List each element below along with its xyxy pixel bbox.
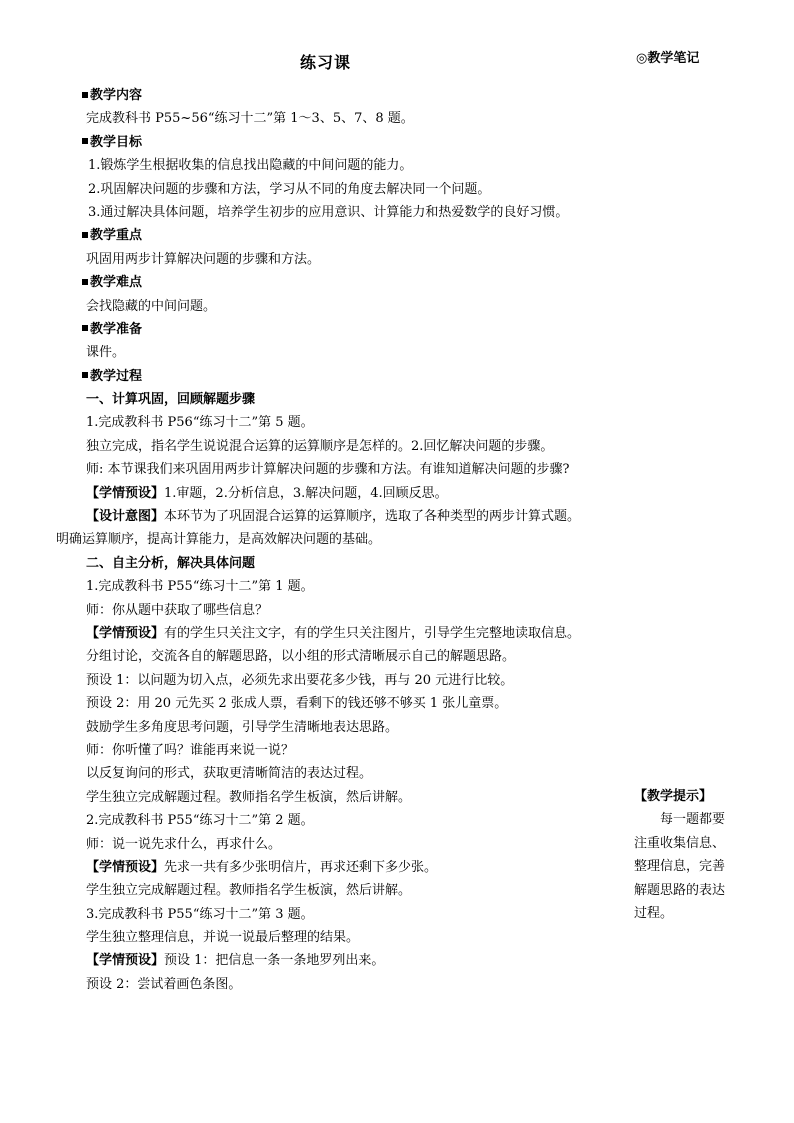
teaching-tip-line: 解题思路的表达 — [634, 882, 726, 898]
goal-item: 2.巩固解决问题的步骤和方法，学习从不同的角度去解决同一个问题。 — [88, 181, 491, 197]
process-line: 独立完成，指名学生说说混合运算的运算顺序是怎样的。2.回忆解决问题的步骤。 — [86, 438, 554, 454]
process-line: 1.完成教科书 P56“练习十二”第 5 题。 — [86, 415, 314, 431]
process-line — [0, 949, 630, 972]
process-line: 鼓励学生多角度思考问题，引导学生清晰地表达思路。 — [86, 719, 399, 735]
process-line: 1.完成教科书 P55“练习十二”第 1 题。 — [86, 579, 314, 595]
tag-label: 【学情预设】 — [86, 625, 165, 641]
process-line: 3.完成教科书 P55“练习十二”第 3 题。 — [86, 906, 314, 922]
process-line: 以反复询问的形式，获取更清晰简洁的表达过程。 — [86, 766, 373, 782]
tag-label: 【学情预设】 — [86, 485, 165, 501]
bullet-icon — [82, 92, 88, 98]
tag-label: 【设计意图】 — [86, 509, 165, 525]
bullet-icon — [82, 232, 88, 238]
teaching-notes-tag: ◎教学笔记 — [636, 51, 700, 66]
heading-label: 教学难点 — [90, 275, 143, 291]
bullet-icon — [82, 279, 88, 285]
teaching-tip-line: 过程。 — [634, 906, 674, 922]
heading-label: 教学目标 — [90, 134, 143, 150]
process-line — [0, 482, 630, 505]
section-heading-process — [0, 365, 630, 388]
teaching-tip-line: 每一题都要 — [660, 812, 726, 828]
preparation-text: 课件。 — [86, 345, 126, 361]
teaching-tip-line: 注重收集信息、 — [634, 835, 726, 851]
tag-label: 【学情预设】 — [86, 953, 165, 969]
bullet-icon — [82, 138, 88, 144]
process-part-heading: 一、计算巩固，回顾解题步骤 — [86, 392, 256, 408]
section-heading-key-points — [0, 224, 630, 247]
process-line: 分组讨论，交流各自的解题思路，以小组的形式清晰展示自己的解题思路。 — [86, 649, 516, 665]
teaching-tip-heading: 【教学提示】 — [634, 789, 713, 804]
difficulty-text: 会找隐藏的中间问题。 — [86, 298, 217, 314]
process-line: 学生独立整理信息，并说一说最后整理的结果。 — [86, 930, 360, 946]
process-line: 预设 2：尝试着画色条图。 — [86, 976, 242, 992]
process-part-heading: 二、自主分析，解决具体问题 — [86, 555, 256, 571]
goal-item: 1.锻炼学生根据收集的信息找出隐藏的中间问题的能力。 — [88, 158, 413, 174]
process-text: 预设 1：把信息一条一条地罗列出来。 — [164, 953, 385, 969]
process-line — [0, 622, 630, 645]
process-text: 有的学生只关注文字，有的学生只关注图片，引导学生完整地读取信息。 — [164, 625, 581, 641]
tag-label: 【学情预设】 — [86, 859, 165, 875]
content-text: 完成教科书 P55~56“练习十二”第 1～3、5、7、8 题。 — [86, 111, 414, 127]
process-line: 预设 1：以问题为切入点，必须先求出要花多少钱，再与 20 元进行比较。 — [86, 672, 514, 688]
process-line: 明确运算顺序，提高计算能力，是高效解决问题的基础。 — [56, 532, 382, 548]
process-line: 预设 2：用 20 元先买 2 张成人票，看剩下的钱还够不够买 1 张儿童票。 — [86, 696, 508, 712]
teaching-tip-line: 整理信息，完善 — [634, 859, 726, 875]
process-line: 学生独立完成解题过程。教师指名学生板演，然后讲解。 — [86, 883, 412, 899]
section-heading-preparation — [0, 318, 630, 341]
heading-label: 教学准备 — [90, 321, 143, 337]
section-heading-content — [0, 84, 630, 107]
process-text: 本环节为了巩固混合运算的运算顺序，选取了各种类型的两步计算式题。 — [164, 509, 581, 525]
section-heading-goals — [0, 131, 630, 154]
process-line — [0, 505, 630, 528]
process-line: 师：说一说先求什么，再求什么。 — [86, 836, 282, 852]
lesson-body — [0, 84, 630, 996]
process-text: 先求一共有多少张明信片，再求还剩下多少张。 — [164, 859, 438, 875]
heading-label: 教学内容 — [90, 88, 143, 103]
key-point-text: 巩固用两步计算解决问题的步骤和方法。 — [86, 251, 321, 267]
bullet-icon — [82, 325, 88, 331]
process-line — [0, 856, 630, 879]
process-line: 师：你从题中获取了哪些信息？ — [86, 602, 269, 618]
page-title: 练习课 — [300, 53, 352, 72]
heading-label: 教学重点 — [90, 228, 143, 244]
bullet-icon — [82, 372, 88, 378]
process-line: 师：你听懂了吗？谁能再来说一说？ — [86, 742, 295, 758]
process-text: 1.审题，2.分析信息，3.解决问题，4.回顾反思。 — [164, 485, 448, 501]
process-line: 师: 本节课我们来巩固用两步计算解决问题的步骤和方法。有谁知道解决问题的步骤? — [86, 462, 570, 478]
teaching-tip-sidebar — [634, 785, 744, 925]
process-line: 2.完成教科书 P55“练习十二”第 2 题。 — [86, 813, 314, 829]
goal-item: 3.通过解决具体问题，培养学生初步的应用意识、计算能力和热爱数学的良好习惯。 — [88, 204, 569, 220]
section-heading-difficulties — [0, 271, 630, 294]
heading-label: 教学过程 — [90, 368, 143, 384]
process-line: 学生独立完成解题过程。教师指名学生板演，然后讲解。 — [86, 789, 412, 805]
